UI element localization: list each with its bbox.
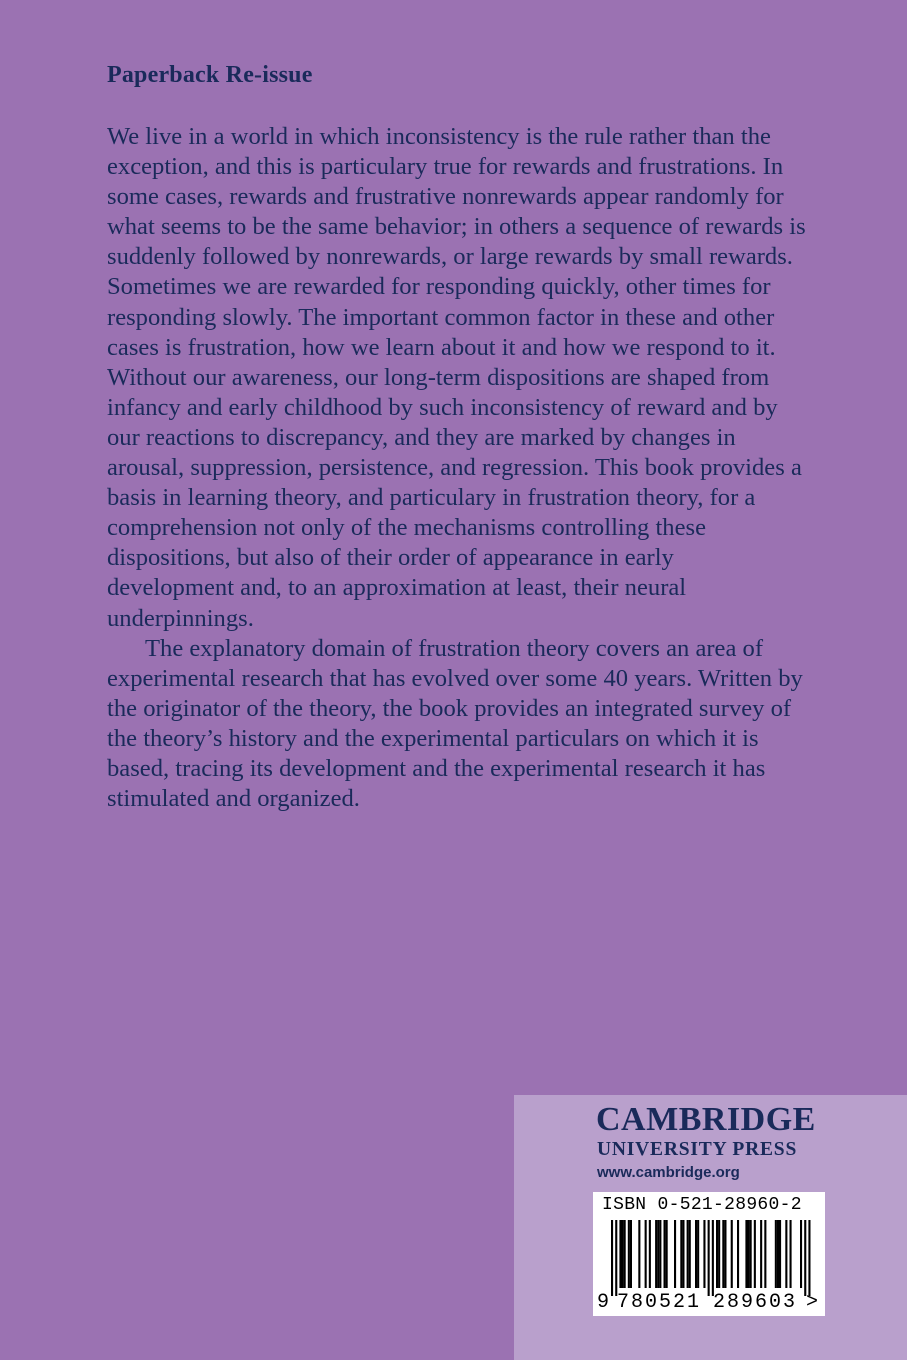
blurb-paragraph-2: The explanatory domain of frustration theory covers an area of experimental research that has evolved over some 40 years. Written by the originator of the theory, the book provides an integrated survey of the theory’s history and the experimental particulars on which it is based, tracing its development and the experimental research it has stimulated and organized. [107,634,803,813]
barcode-bar [645,1220,647,1288]
barcode-bar [689,1220,691,1288]
barcode-bar [611,1220,613,1296]
barcode-bar [722,1220,724,1288]
barcode-bar [754,1220,756,1288]
barcode-bar [790,1220,792,1288]
barcode-bar [731,1220,733,1288]
barcode-bar [666,1220,668,1288]
barcode-bar [628,1220,630,1288]
blurb-text [107,122,807,814]
barcode-bar [800,1220,802,1288]
barcode-bar [630,1220,632,1288]
barcode-bar [708,1220,710,1296]
barcode-bar [674,1220,676,1288]
barcode-bar [664,1220,666,1288]
isbn-label: ISBN 0-521-28960-2 [602,1195,802,1215]
barcode-bar [619,1220,621,1288]
barcode-bar [649,1220,651,1288]
barcode-bar [622,1220,624,1288]
barcode-bar [779,1220,781,1288]
barcode-bar [737,1220,739,1288]
barcode-bar [750,1220,752,1288]
barcode-bar [716,1220,718,1288]
barcode-bar [695,1220,697,1288]
barcode-bar [638,1220,640,1288]
barcode-bar [624,1220,626,1288]
barcode-bar [777,1220,779,1288]
publisher-subtitle: UNIVERSITY PRESS [597,1139,798,1160]
barcode-first-digit: 9 [597,1291,610,1314]
barcode-bar [682,1220,684,1288]
barcode-bar [712,1220,714,1296]
barcode-quiet-mark: > [806,1291,819,1314]
section-heading: Paperback Re-issue [107,62,313,88]
barcode-bar [745,1220,747,1288]
publisher-name: CAMBRIDGE [596,1101,816,1138]
barcode-bar [760,1220,762,1288]
barcode-bar [680,1220,682,1288]
barcode-right-group: 289603 [713,1291,798,1314]
barcode-bar [687,1220,689,1288]
barcode-bar [703,1220,705,1288]
barcode-bar [697,1220,699,1288]
barcode-bar [804,1220,806,1296]
barcode-bar [718,1220,720,1288]
barcode-bar [655,1220,657,1288]
barcode-bar [785,1220,787,1288]
barcode-bar [657,1220,659,1288]
barcode-bar [659,1220,661,1288]
barcode-bar [615,1220,617,1296]
barcode-bar [748,1220,750,1288]
barcode-bar [724,1220,726,1288]
barcode-left-group: 780521 [617,1291,702,1314]
barcode-bar [775,1220,777,1288]
barcode-bar [764,1220,766,1288]
publisher-url: www.cambridge.org [597,1164,740,1181]
blurb-paragraph-1: We live in a world in which inconsistency is the rule rather than the exception, and this is particulary true for rewards and frustrations. In some cases, rewards and frustrative nonrewards appear randomly for what seems to be the same behavior; in others a sequence of rewards is suddenly followed by nonrewards, or large rewards by small rewards. Sometimes we are rewarded for responding quickly, other times for responding slowly. The important common factor in these and other cases is frustration, how we learn about it and how we respond to it. Without our awareness, our long-term dispositions are shaped from infancy and early childhood by such inconsistency of reward and by our reactions to discrepancy, and they are marked by changes in arousal, suppression, persistence, and regression. This book provides a basis in learning theory, and particulary in frustration theory, for a comprehension not only of the mechanisms controlling these dispositions, but also of their order of appearance in early development and, to an approximation at least, their neural underpinnings. [107,123,806,632]
barcode-bar [808,1220,810,1296]
